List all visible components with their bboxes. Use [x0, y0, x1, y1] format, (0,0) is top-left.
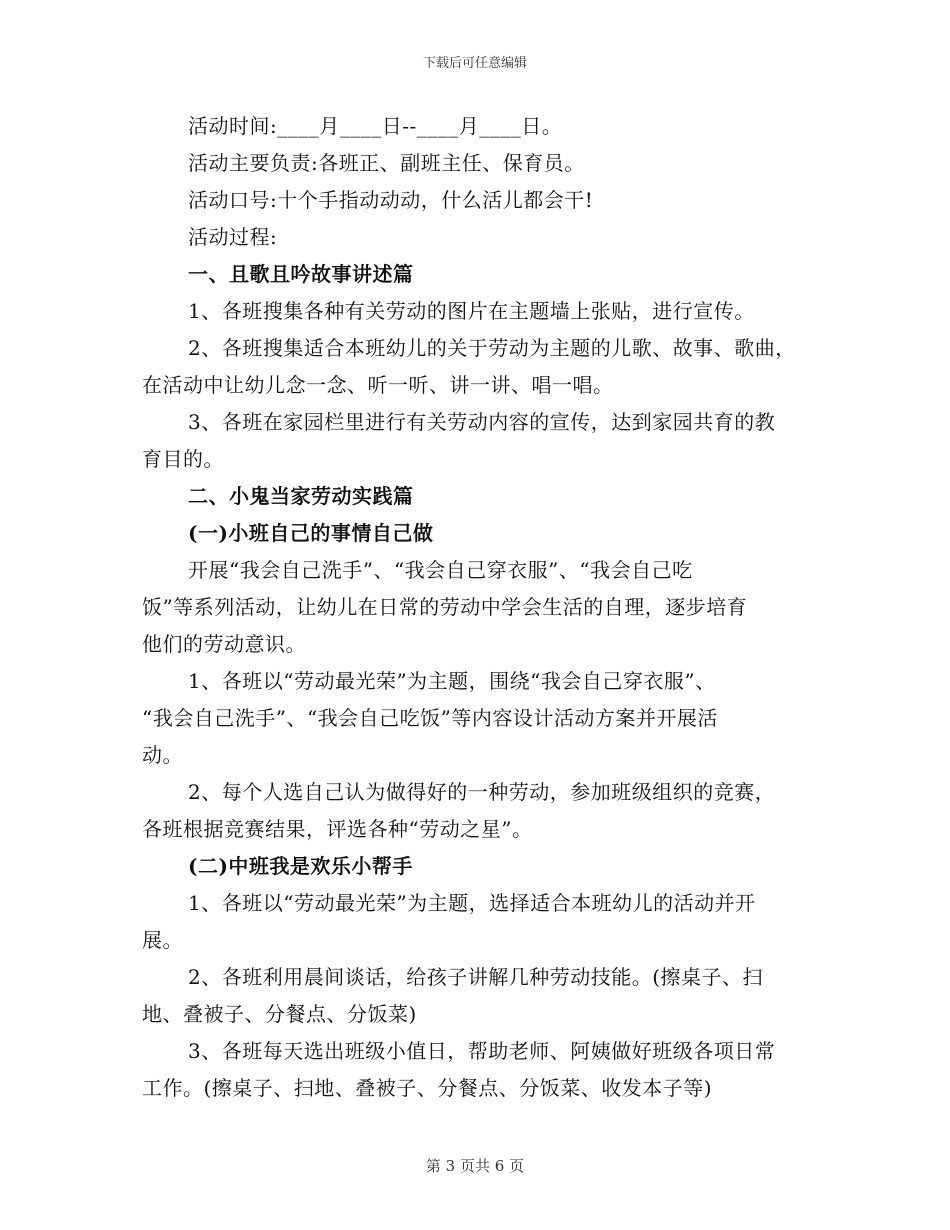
paragraph-line: 地、叠被子、分餐点、分饭菜) — [142, 1002, 417, 1026]
paragraph-line: 他们的劳动意识。 — [142, 632, 306, 656]
paragraph-line: 1、各班以“劳动最光荣”为主题，围绕“我会自己穿衣服”、 — [188, 669, 716, 693]
paragraph-line: 1、各班以“劳动最光荣”为主题，选择适合本班幼儿的活动并开 — [188, 891, 756, 915]
paragraph-line: 2、各班利用晨间谈话，给孩子讲解几种劳动技能。(擦桌子、扫 — [188, 965, 764, 989]
paragraph-line: 育目的。 — [142, 447, 224, 471]
paragraph-line: 动。 — [142, 743, 183, 767]
paragraph-line: 3、各班在家园栏里进行有关劳动内容的宣传，达到家园共育的教 — [188, 410, 776, 434]
paragraph-line: 活动主要负责:各班正、副班主任、保育员。 — [188, 151, 585, 175]
paragraph-line: 工作。(擦桌子、扫地、叠被子、分餐点、分饭菜、收发本子等) — [142, 1076, 713, 1100]
paragraph-line: 在活动中让幼儿念一念、听一听、讲一讲、唱一唱。 — [142, 373, 614, 397]
paragraph-line: 展。 — [142, 928, 183, 952]
section-heading: 一、且歌且吟故事讲述篇 — [188, 262, 414, 286]
paragraph-line: 1、各班搜集各种有关劳动的图片在主题墙上张贴，进行宣传。 — [188, 299, 755, 323]
section-heading: (一)小班自己的事情自己做 — [188, 521, 434, 545]
paragraph-line: 2、每个人选自己认为做得好的一种劳动，参加班级组织的竞赛， — [188, 780, 776, 804]
paragraph-line: 活动口号:十个手指动动动，什么活儿都会干! — [188, 188, 594, 212]
paragraph-line: “我会自己洗手”、“我会自己吃饭”等内容设计活动方案并开展活 — [142, 706, 718, 730]
document-body — [142, 108, 812, 1107]
paragraph-line: 活动时间:____月____日--____月____日。 — [188, 114, 563, 138]
paragraph-line: 饭”等系列活动，让幼儿在日常的劳动中学会生活的自理，逐步培育 — [142, 595, 748, 619]
page-footer: 第 3 页共 6 页 — [425, 1157, 525, 1175]
paragraph-line: 开展“我会自己洗手”、“我会自己穿衣服”、“我会自己吃 — [188, 558, 693, 582]
paragraph-line: 2、各班搜集适合本班幼儿的关于劳动为主题的儿歌、故事、歌曲， — [188, 336, 796, 360]
paragraph-line: 3、各班每天选出班级小值日，帮助老师、阿姨做好班级各项日常 — [188, 1039, 776, 1063]
section-heading: 二、小鬼当家劳动实践篇 — [188, 484, 414, 508]
page-header: 下载后可任意编辑 — [422, 56, 527, 71]
section-heading: (二)中班我是欢乐小帮手 — [188, 854, 413, 878]
paragraph-line: 活动过程: — [188, 225, 278, 249]
paragraph-line: 各班根据竞赛结果，评选各种“劳动之星”。 — [142, 817, 533, 841]
